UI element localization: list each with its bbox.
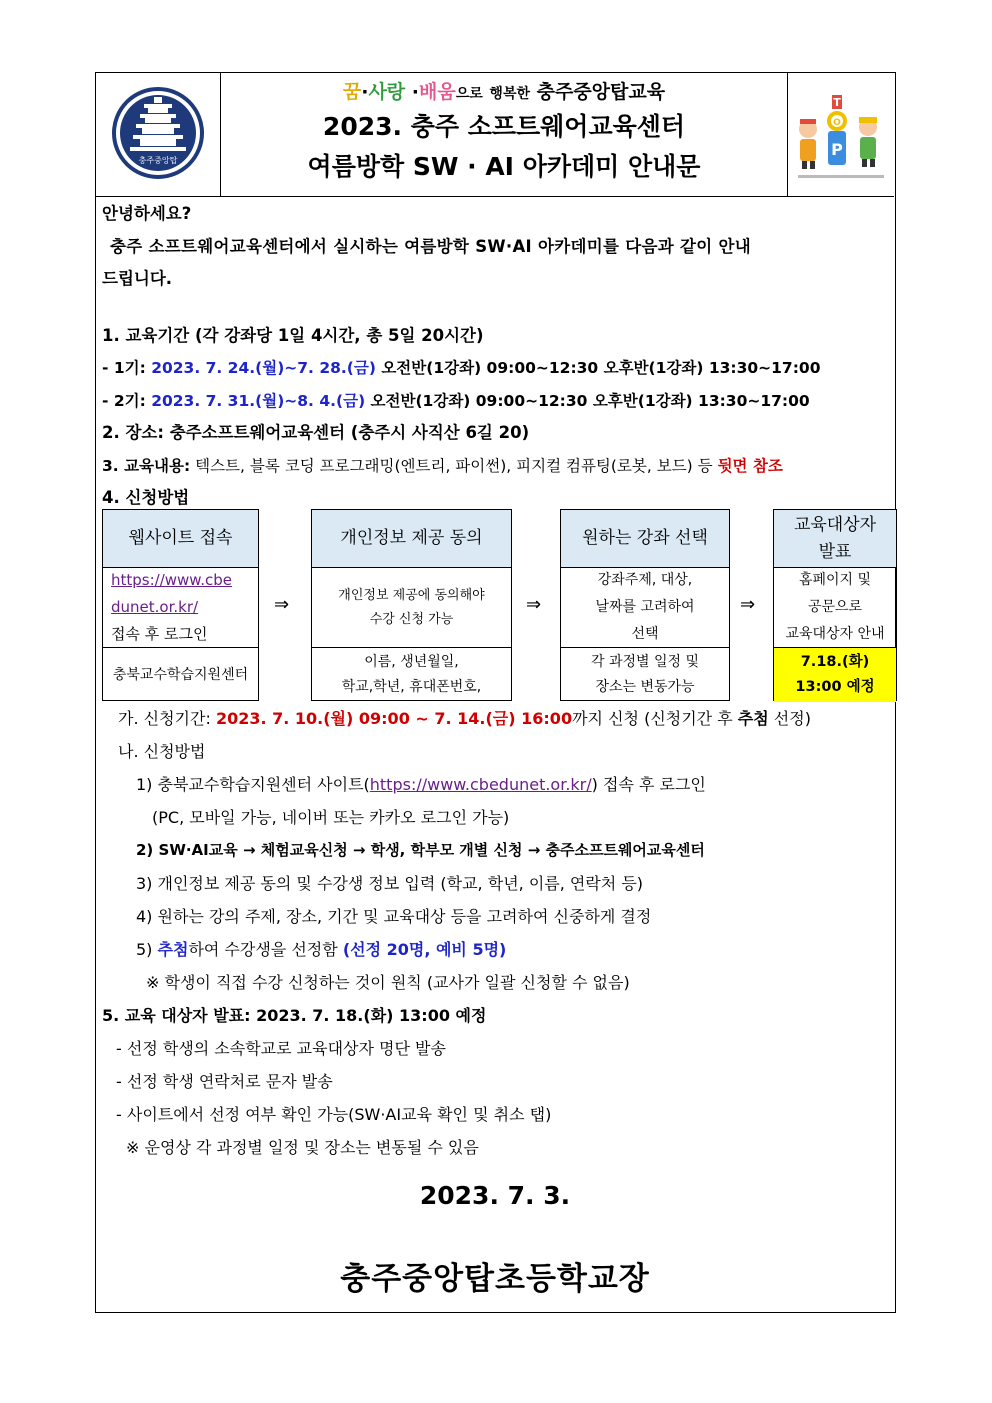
slogan-happy: 행복한 — [489, 86, 530, 102]
section4-heading: 4. 신청방법 — [102, 488, 190, 507]
method-step1-post: ) 접속 후 로그인 — [591, 775, 706, 794]
flow-step-website-mid — [103, 567, 258, 647]
announce-bullet2: - 선정 학생 연락처로 문자 발송 — [116, 1072, 333, 1091]
flow-step-website-head: 웹사이트 접속 — [103, 510, 258, 567]
section5-heading: 5. 교육 대상자 발표: 2023. 7. 18.(화) 13:00 예정 — [102, 1006, 487, 1025]
term2-label: - 2기: — [102, 391, 152, 410]
flow-step-announce-bottom — [774, 647, 896, 702]
apply-method-label: 나. 신청방법 — [118, 742, 206, 761]
term1 — [102, 352, 892, 385]
mascot-letter-t: T — [833, 96, 841, 109]
apply-period — [102, 702, 892, 735]
section3-label: 3. 교육내용: — [102, 456, 191, 475]
section3 — [102, 450, 892, 483]
flow-step-consent-bottom — [312, 647, 511, 702]
term1-label: - 1기: — [102, 359, 152, 377]
announce-date: 7.18.(화) — [800, 654, 870, 670]
flow-step-announce — [773, 509, 897, 701]
consent-fields1: 이름, 생년월일, — [364, 654, 459, 670]
method-note: ※ 학생이 직접 수강 신청하는 것이 원칙 (교사가 일괄 신청할 수 없음) — [146, 973, 630, 992]
flow-step-select-mid — [561, 567, 729, 647]
flow-step-select-head: 원하는 강좌 선택 — [561, 510, 729, 567]
title-line2: 여름방학 SW · AI 아카데미 안내문 — [307, 152, 701, 181]
slogan-school: 충주중앙탑교육 — [536, 81, 666, 103]
intro-line1: 충주 소프트웨어교육센터에서 실시하는 여름방학 SW·AI 아카데미를 다음과 같이 안내 — [110, 236, 752, 256]
flow-arrow: ⇒ — [274, 594, 290, 615]
announce-time: 13:00 예정 — [795, 679, 875, 695]
slogan-dream: 꿈 — [342, 81, 362, 103]
announce-head2: 발표 — [818, 541, 852, 562]
section3-note: 뒷면 참조 — [717, 456, 783, 475]
mascot-letter-p: P — [831, 140, 843, 159]
consent-text2: 수강 신청 가능 — [369, 611, 454, 627]
method-step5-count: (선정 20명, 예비 5명) — [342, 940, 507, 959]
flow-step-select — [560, 509, 730, 701]
announce-bullet1: - 선정 학생의 소속학교로 교육대상자 명단 발송 — [116, 1039, 446, 1058]
announce-text2: 공문으로 — [807, 599, 863, 615]
method-step5 — [102, 933, 892, 966]
apply-period-end: 선정) — [768, 709, 811, 728]
apply-period-text: 까지 신청 (신청기간 후 — [572, 709, 738, 728]
cbedunet-link-part2[interactable]: dunet.or.kr/ — [111, 598, 199, 616]
cbedunet-link-part1[interactable]: https://www.cbe — [111, 571, 232, 589]
header — [96, 73, 894, 197]
operation-note: ※ 운영상 각 과정별 일정 및 장소는 변동될 수 있음 — [126, 1138, 479, 1157]
announce-text1: 홈페이지 및 — [798, 572, 872, 588]
flow-arrow: ⇒ — [526, 594, 542, 615]
select-note2: 장소는 변동가능 — [595, 679, 695, 695]
greeting: 안녕하세요? — [102, 204, 192, 223]
section1-heading: 1. 교육기간 (각 강좌당 1일 4시간, 총 5일 20시간) — [102, 325, 484, 345]
login-text: 접속 후 로그인 — [111, 625, 208, 643]
method-step1-pre: 1) 충북교수학습지원센터 사이트( — [136, 775, 370, 794]
document-date: 2023. 7. 3. — [419, 1181, 571, 1210]
intro-line2: 드립니다. — [102, 269, 173, 288]
method-step2: 2) SW·AI교육 → 체험교육신청 → 학생, 학부모 개별 신청 → 충주소프트웨어교육센터 — [136, 841, 705, 859]
application-details — [102, 702, 892, 1164]
document-frame — [95, 72, 896, 1313]
term2-times: 오전반(1강좌) 09:00~12:30 오후반(1강좌) 13:30~17:00 — [365, 391, 810, 410]
section3-text: 텍스트, 블록 코딩 프로그래밍(엔트리, 파이썬), 피지컬 컴퓨팅(로봇, 보드) 등 — [190, 456, 718, 475]
flow-step-consent-head: 개인정보 제공 동의 — [312, 510, 511, 567]
method-step4: 4) 원하는 강의 주제, 장소, 기간 및 교육대상 등을 고려하여 신중하게 결정 — [136, 907, 652, 926]
term1-dates: 2023. 7. 24.(월)~7. 28.(금) — [151, 359, 376, 377]
pagoda-logo-icon — [96, 73, 220, 196]
announce-head1: 교육대상자 — [793, 514, 877, 535]
select-text1: 강좌주제, 대상, — [597, 572, 693, 588]
cbedunet-link[interactable]: https://www.cbedunet.or.kr/ — [369, 775, 592, 794]
flow-step-consent — [311, 509, 512, 701]
school-logo — [96, 73, 221, 196]
title-area — [221, 73, 787, 196]
method-step1-sub: (PC, 모바일 가능, 네이버 또는 카카오 로그인 가능) — [152, 808, 510, 827]
method-step3: 3) 개인정보 제공 동의 및 수강생 정보 입력 (학교, 학년, 이름, 연락처 등) — [136, 874, 644, 893]
principal-signature: 충주중앙탑초등학교장 — [340, 1261, 650, 1297]
flow-step-select-bottom — [561, 647, 729, 702]
slogan-love: 사랑 — [368, 81, 406, 103]
apply-period-label: 가. 신청기간: — [118, 709, 216, 728]
announce-text3: 교육대상자 안내 — [785, 626, 885, 642]
select-text2: 날짜를 고려하여 — [595, 599, 695, 615]
consent-text1: 개인정보 제공에 동의해야 — [338, 587, 485, 603]
announce-bullet3: - 사이트에서 선정 여부 확인 가능(SW·AI교육 확인 및 취소 탭) — [116, 1105, 552, 1124]
flow-step-consent-mid — [312, 567, 511, 647]
slogan-learning: 배움 — [419, 81, 456, 103]
application-flow — [102, 509, 892, 701]
slogan-dot: · — [411, 81, 420, 103]
select-text3: 선택 — [631, 626, 659, 642]
lottery-bold: 추첨 — [737, 709, 769, 728]
flow-arrow: ⇒ — [740, 594, 756, 615]
term2 — [102, 385, 892, 418]
mascot — [787, 73, 894, 196]
slogan-dot: · — [361, 81, 369, 103]
consent-fields2: 학교,학년, 휴대폰번호, — [341, 679, 482, 695]
logo-text: 충주중앙탑 — [138, 156, 178, 165]
slogan-particle: 으로 — [455, 86, 483, 102]
mascot-icon — [788, 73, 894, 196]
flow-step-announce-mid — [774, 567, 896, 647]
flow-step-website-bottom: 충북교수학습지원센터 — [103, 647, 258, 702]
flow-step-announce-head — [774, 510, 896, 567]
term2-dates: 2023. 7. 31.(월)~8. 4.(금) — [151, 391, 366, 410]
method-step1 — [102, 768, 892, 801]
method-step5-text: 하여 수강생을 선정함 — [188, 940, 343, 959]
term1-times: 오전반(1강좌) 09:00~12:30 오후반(1강좌) 13:30~17:00 — [375, 359, 821, 377]
slogan — [221, 79, 787, 107]
method-step5-lottery: 추첨 — [157, 940, 189, 959]
apply-period-dates: 2023. 7. 10.(월) 09:00 ~ 7. 14.(금) 16:00 — [215, 709, 573, 728]
flow-step-website — [102, 509, 259, 701]
select-note1: 각 과정별 일정 및 — [590, 654, 700, 670]
method-step5-pre: 5) — [136, 940, 158, 959]
mascot-letter-o: O — [833, 118, 841, 128]
section2-heading: 2. 장소: 충주소프트웨어교육센터 (충주시 사직산 6길 20) — [102, 423, 530, 442]
title-line1: 2023. 충주 소프트웨어교육센터 — [322, 112, 686, 141]
document-body — [102, 198, 892, 515]
